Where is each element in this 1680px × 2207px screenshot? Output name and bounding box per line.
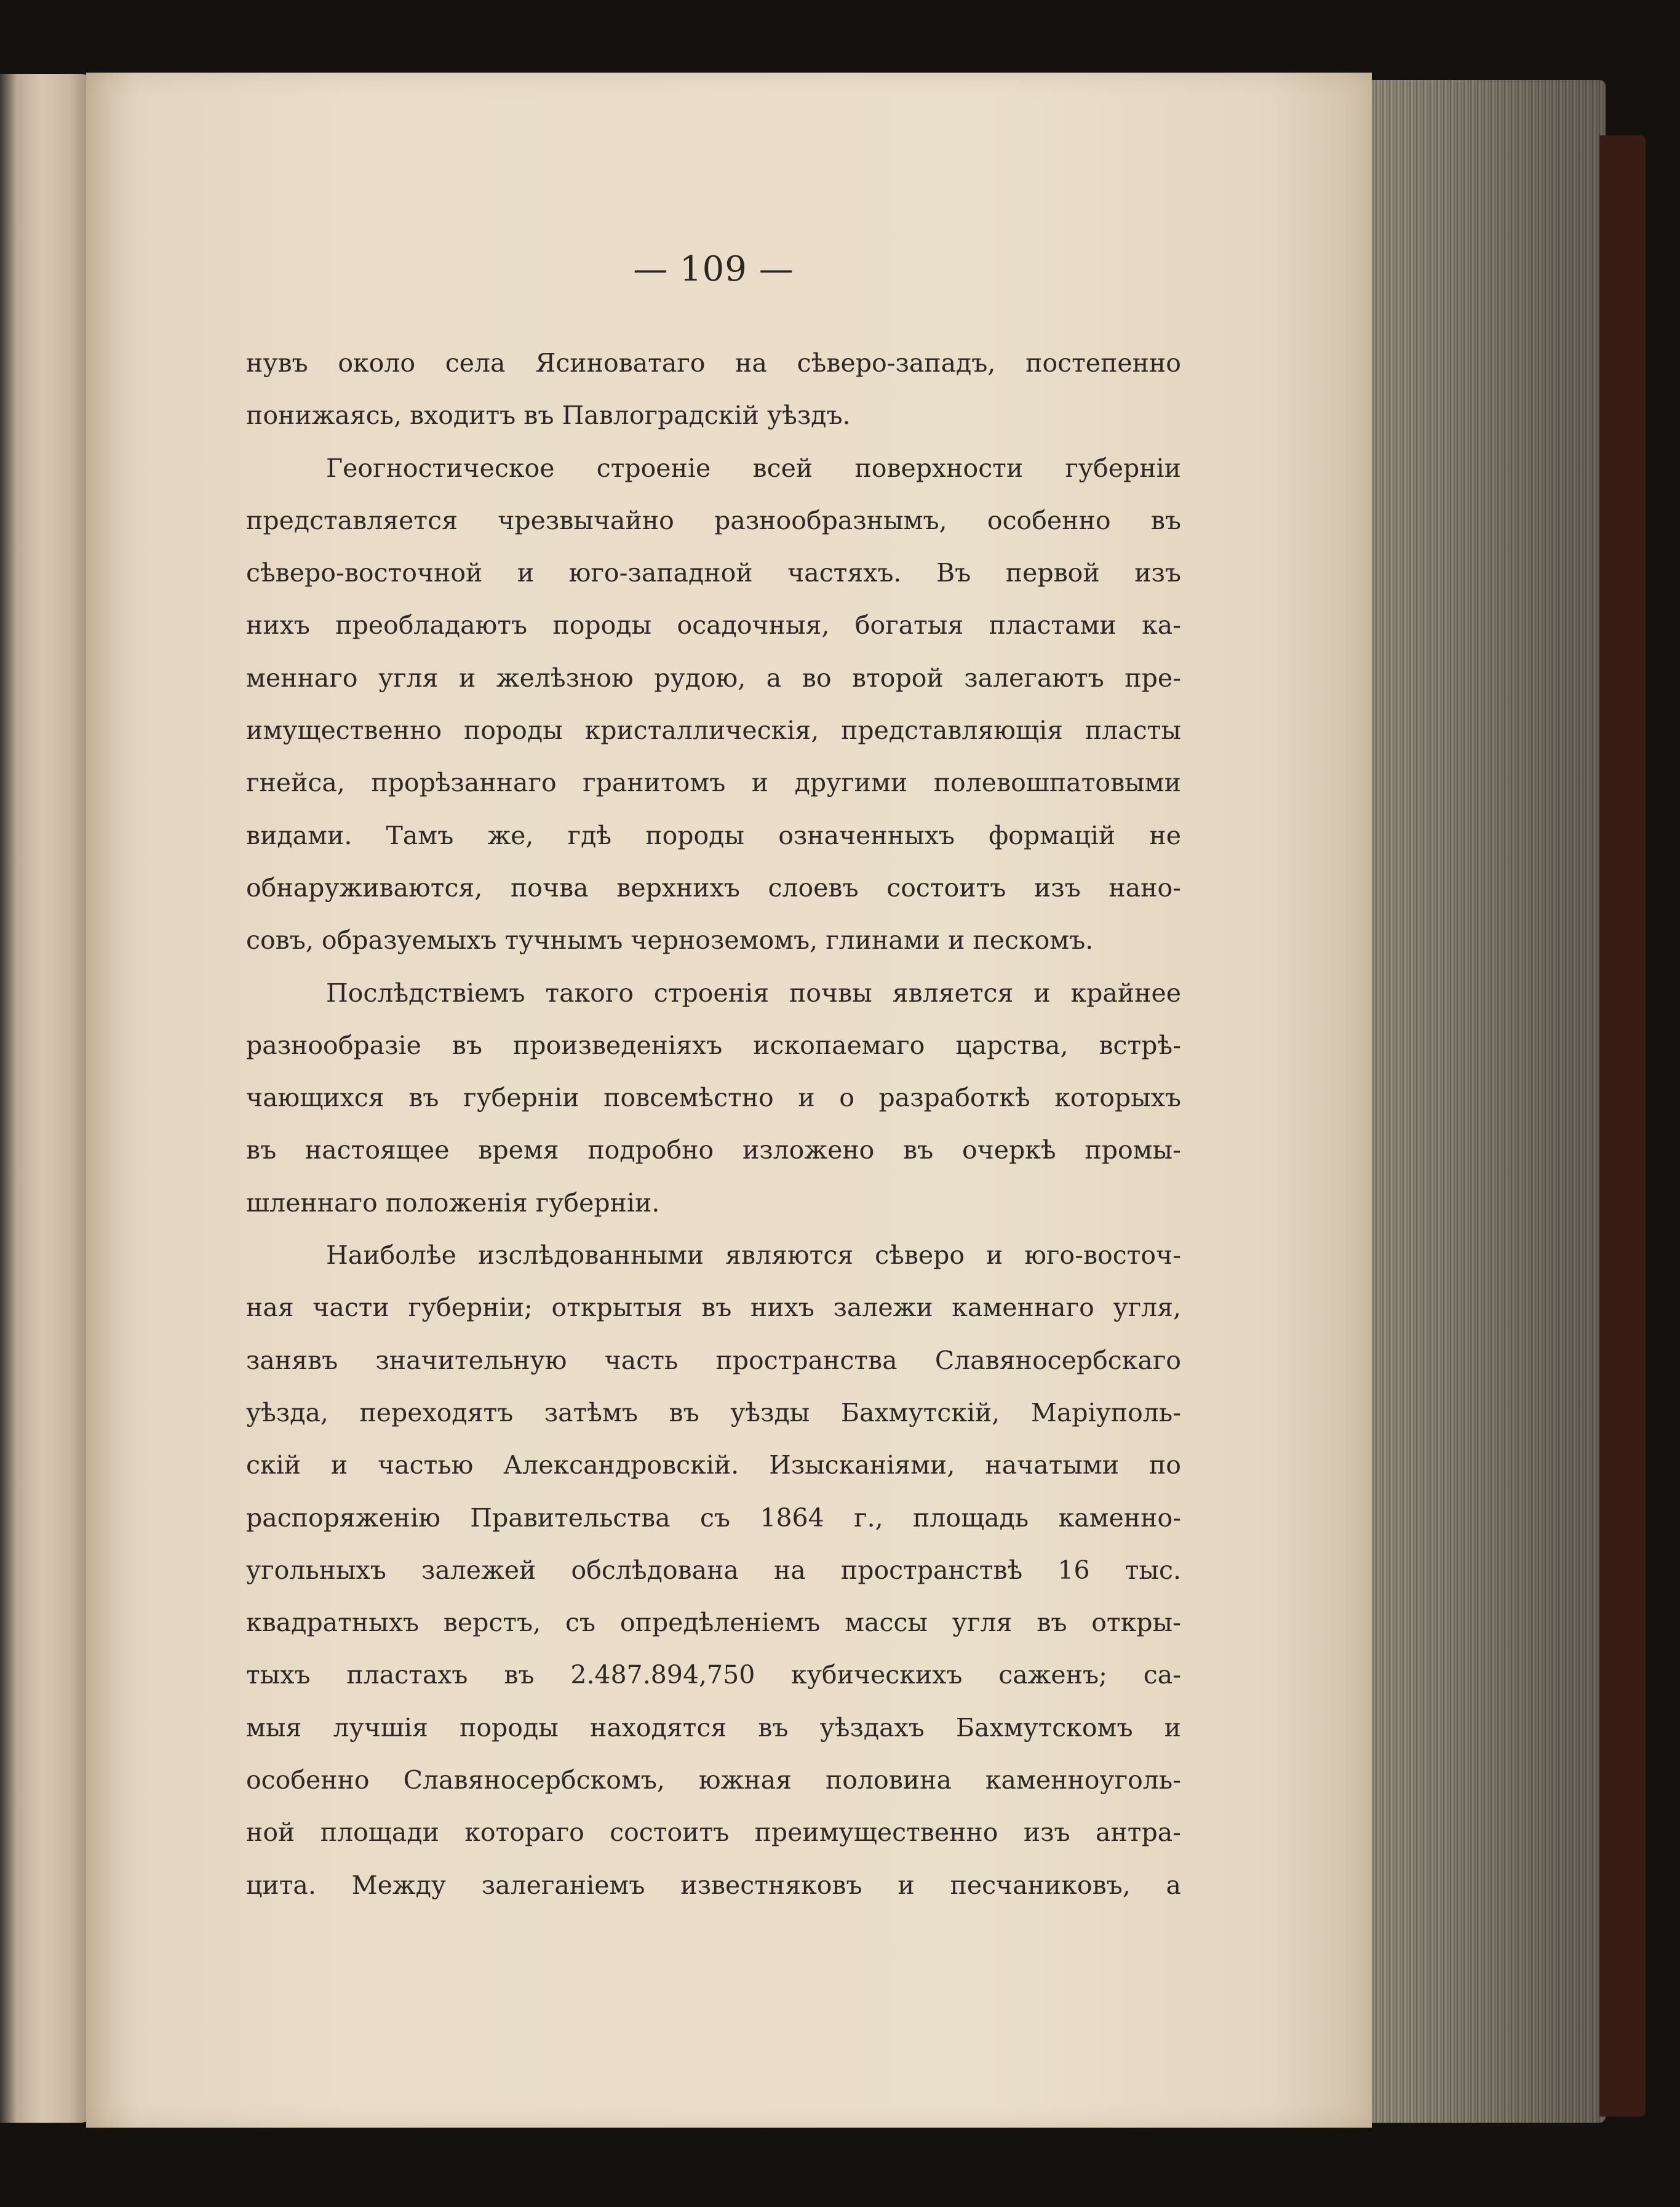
- text-line: ной площади котораго состоитъ преимущественно изъ антра-: [246, 1818, 1181, 1848]
- text-line: обнаруживаются, почва верхнихъ слоевъ состоитъ изъ нано-: [246, 872, 1181, 903]
- text-line: видами. Тамъ же, гдѣ породы означенныхъ формацій не: [246, 820, 1181, 850]
- text-line: гнейса, прорѣзаннаго гранитомъ и другими полевошпатовыми: [246, 768, 1181, 798]
- text-line: тыхъ пластахъ въ 2.487.894,750 кубическихъ саженъ; са-: [246, 1660, 1181, 1690]
- text-line: чающихся въ губерніи повсемѣстно и о разработкѣ которыхъ: [246, 1083, 1181, 1113]
- text-line: Геогностическое строеніе всей поверхности губерніи: [326, 453, 1181, 483]
- book-cover-edge: [1599, 135, 1646, 2117]
- page-stack-shadow: [1360, 80, 1606, 2123]
- text-line: сѣверо-восточной и юго-западной частяхъ. Въ первой изъ: [246, 558, 1181, 588]
- text-line: особенно Славяносербскомъ, южная половина каменноуголь-: [246, 1765, 1181, 1795]
- text-line: занявъ значительную часть пространства Славяносербскаго: [246, 1345, 1181, 1375]
- text-line: скій и частью Александровскій. Изысканіями, начатыми по: [246, 1450, 1181, 1480]
- text-line: квадратныхъ верстъ, съ опредѣленіемъ массы угля въ откры-: [246, 1608, 1181, 1638]
- body-text: [246, 337, 1181, 1912]
- text-line: представляется чрезвычайно разнообразнымъ, особенно въ: [246, 505, 1181, 535]
- text-line: понижаясь, входитъ въ Павлоградскій уѣздъ.: [246, 401, 851, 431]
- previous-page-edge: [0, 74, 92, 2123]
- text-line: уѣзда, переходятъ затѣмъ въ уѣзды Бахмутскій, Маріуполь-: [246, 1397, 1181, 1427]
- page-number: — 109 —: [633, 249, 794, 289]
- text-line: Наиболѣе изслѣдованными являются сѣверо и юго-восточ-: [326, 1240, 1181, 1271]
- text-line: мыя лучшія породы находятся въ уѣздахъ Бахмутскомъ и: [246, 1712, 1181, 1742]
- text-line: разнообразіе въ произведеніяхъ ископаемаго царства, встрѣ-: [246, 1030, 1181, 1060]
- text-line: ная части губерніи; открытыя въ нихъ залежи каменнаго угля,: [246, 1293, 1181, 1323]
- text-line: въ настоящее время подробно изложено въ очеркѣ промы-: [246, 1135, 1181, 1165]
- text-line: меннаго угля и желѣзною рудою, а во второй залегаютъ пре-: [246, 663, 1181, 693]
- text-line: цита. Между залеганіемъ известняковъ и песчаниковъ, а: [246, 1870, 1181, 1900]
- text-line: Послѣдствіемъ такого строенія почвы является и крайнее: [326, 978, 1181, 1008]
- text-line: имущественно породы кристаллическія, представляющія пласты: [246, 716, 1181, 746]
- text-line: совъ, образуемыхъ тучнымъ черноземомъ, глинами и пескомъ.: [246, 925, 1094, 956]
- text-line: нувъ около села Ясиноватаго на сѣверо-западъ, постепенно: [246, 348, 1181, 378]
- text-line: шленнаго положенія губерніи.: [246, 1187, 660, 1218]
- text-line: распоряженію Правительства съ 1864 г., площадь каменно-: [246, 1503, 1181, 1533]
- text-line: нихъ преобладаютъ породы осадочныя, богатыя пластами ка-: [246, 610, 1181, 641]
- text-line: угольныхъ залежей обслѣдована на пространствѣ 16 тыс.: [246, 1555, 1181, 1585]
